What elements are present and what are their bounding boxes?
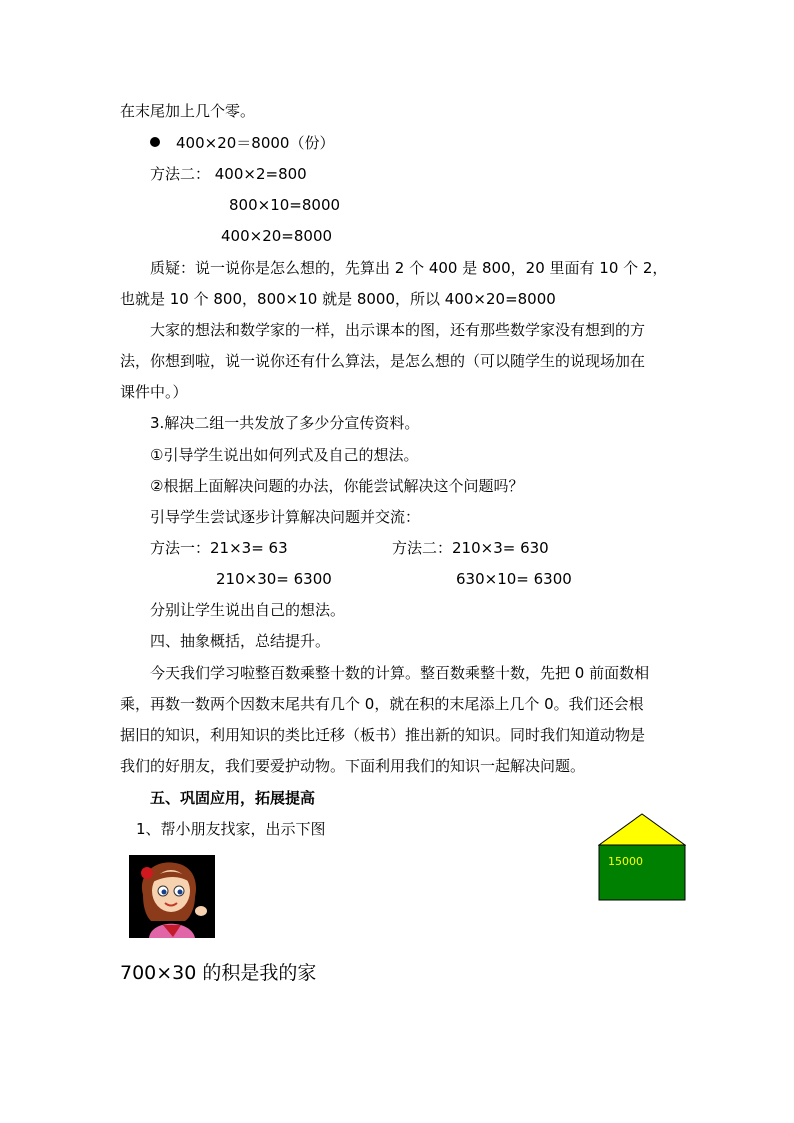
text-line: 引导学生尝试逐步计算解决问题并交流：: [150, 508, 421, 526]
text-line: 也就是 10 个 800，800×10 就是 8000，所以 400×20=8000: [120, 290, 556, 308]
text-line: 1、帮小朋友找家，出示下图: [136, 820, 326, 838]
text-line: 方法二：210×3= 630: [392, 539, 549, 557]
text-line: 质疑：说一说你是怎么想的，先算出 2 个 400 是 800，20 里面有 10 个 2，: [150, 259, 668, 277]
house-picture: [598, 813, 686, 901]
text-line: 大家的想法和数学家的一样，出示课本的图，还有那些数学家没有想到的方: [150, 321, 646, 339]
text-line: 四、抽象概括，总结提升。: [150, 632, 331, 650]
text-line: 我们的好朋友，我们要爱护动物。下面利用我们的知识一起解决问题。: [120, 757, 586, 775]
bullet-line: [150, 133, 334, 153]
text-line: ①引导学生说出如何列式及自己的想法。: [150, 446, 419, 464]
text-line: 据旧的知识，利用知识的类比迁移（板书）推出新的知识。同时我们知道动物是: [120, 726, 646, 744]
text-line: 400×20＝8000（份）: [176, 134, 335, 152]
section-heading: 五、巩固应用，拓展提高: [150, 789, 316, 807]
bullet-icon: [150, 137, 160, 147]
text-line: 在末尾加上几个零。: [120, 102, 256, 120]
text-line: 800×10=8000: [229, 196, 341, 214]
text-line: 3.解决二组一共发放了多少分宣传资料。: [150, 414, 420, 432]
house-body: [599, 845, 685, 900]
text-line: 课件中。）: [120, 383, 188, 401]
house-roof: [599, 814, 685, 845]
text-line: 400×20=8000: [221, 227, 333, 245]
text-line: 分别让学生说出自己的想法。: [150, 601, 346, 619]
text-line: 方法一：21×3= 63: [150, 539, 288, 557]
text-line: 210×30= 6300: [216, 570, 332, 588]
text-line: 法，你想到啦，说一说你还有什么算法，是怎么想的（可以随学生的说现场加在: [120, 352, 646, 370]
text-line: 方法二： 400×2=800: [150, 165, 307, 183]
text-line: ②根据上面解决问题的办法，你能尝试解决这个问题吗？: [150, 477, 524, 495]
text-line: 今天我们学习啦整百数乘整十数的计算。整百数乘整十数，先把 0 前面数相: [150, 664, 650, 682]
text-line: 630×10= 6300: [456, 570, 572, 588]
text-line: 乘，再数一数两个因数末尾共有几个 0，就在积的末尾添上几个 0。我们还会根: [120, 695, 644, 713]
caption-text: 700×30 的积是我的家: [120, 962, 317, 984]
girl-cartoon-image: [129, 855, 215, 938]
house-label: 15000: [608, 855, 643, 868]
